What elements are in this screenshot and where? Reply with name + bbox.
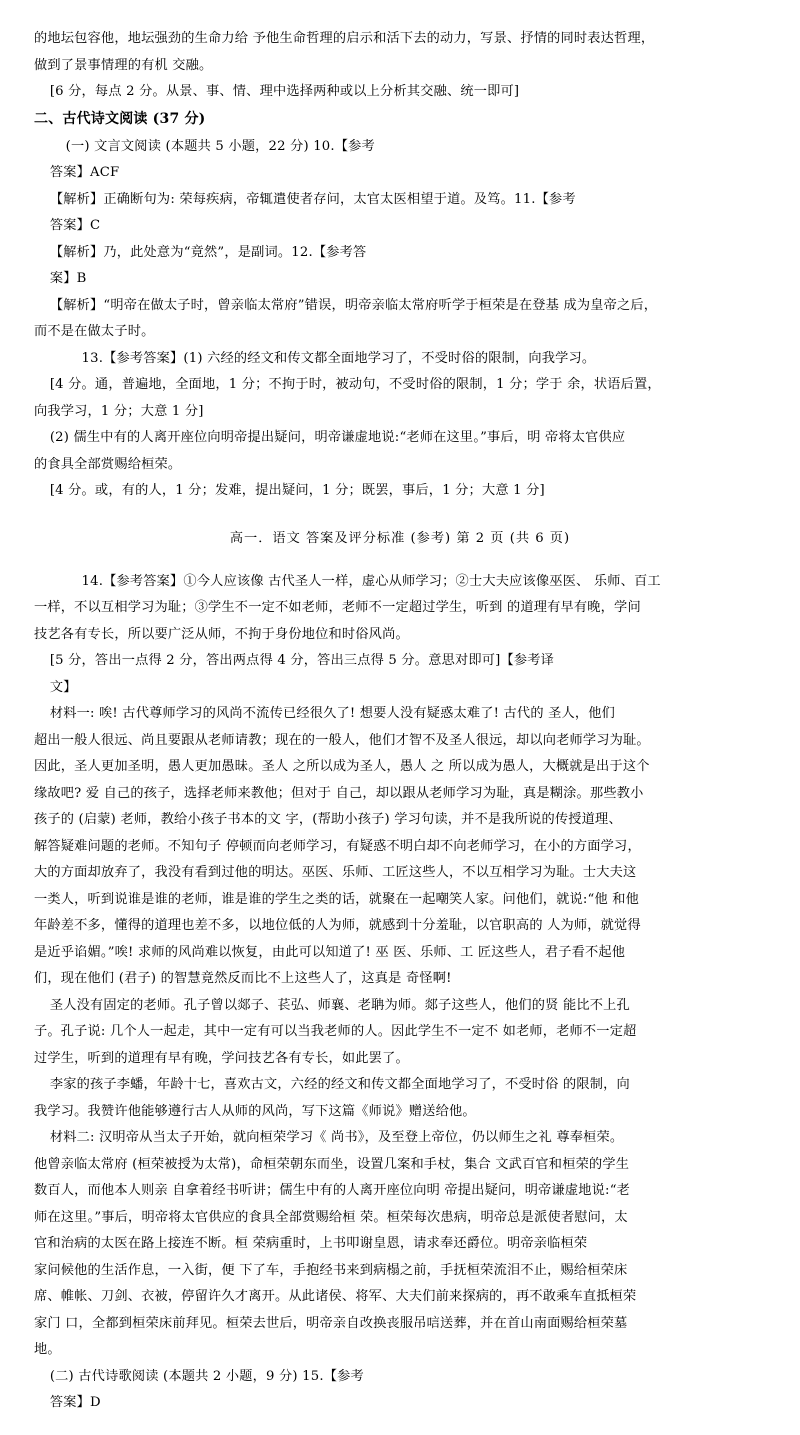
paragraph-line: 家门 口，全都到桓荣床前拜见。桓荣去世后，明帝亲自改换丧服吊唁送葬，并在首山南面赐给桓荣墓 — [34, 1315, 628, 1331]
paragraph-line: 一样，不以互相学习为耻；③学生不一定不如老师，老师不一定超过学生，听到 的道理有早有晚，学问 — [34, 600, 641, 615]
paragraph-line: 的地坛包容他，地坛强劲的生命力给 予他生命哲理的启示和活下去的动力，写景、抒情的同时表达哲理， — [34, 31, 655, 46]
paragraph-line: (2) 儒生中有的人离开座位向明帝提出疑问，明帝谦虚地说:“老师在这里。”事后，明 帝将太官供应 — [49, 430, 626, 445]
paragraph-line: 【解析】“明帝在做太子时，曾亲临太常府”错误，明帝亲临太常府听学于桓荣是在登基 成为皇帝之后， — [49, 297, 658, 313]
paragraph-line: 【解析】乃，此处意为“竟然”，是副词。12.【参考答 — [49, 244, 367, 260]
paragraph-line: 缘故吧? 爱 自己的孩子，选择老师来教他；但对于 自己，却以跟从老师学习为耻，真是糊涂。那些教小 — [34, 785, 644, 801]
paragraph-line: 家问候他的生活作息，一入街，便 下了车，手抱经书来到病榻之前，手抚桓荣流泪不止，赐给桓荣床 — [34, 1262, 628, 1278]
paragraph-line: 超出一般人很远、尚且要跟从老师请教；现在的一般人，他们才智不及圣人很远，却以向老师学习为耻。 — [34, 732, 650, 748]
paragraph-line: [4 分。通，普遍地，全面地，1 分；不拘于时，被动句，不受时俗的限制，1 分；学于 余，状语后置， — [49, 377, 661, 392]
paragraph-line: 答案】C — [49, 218, 101, 233]
paragraph-line: 答案】D — [49, 1395, 101, 1410]
paragraph-line: 席、帷帐、刀剑、衣被，停留许久才离开。从此诸侯、将军、大夫们前来探病的，再不敢乘车直抵桓荣 — [34, 1289, 637, 1304]
paragraph-line: 答案】ACF — [49, 165, 120, 180]
paragraph-line: 年龄差不多，懂得的道理也差不多，以地位低的人为师，就感到十分羞耻，以官职高的 人为师，就觉得 — [34, 918, 641, 933]
paragraph-line: 师在这里。”事后，明帝将太官供应的食具全部赏赐给桓 荣。桓荣每次患病，明帝总是派使者慰问，太 — [34, 1209, 628, 1225]
paragraph-line: (二) 古代诗歌阅读 (本题共 2 小题，9 分) 15.【参考 — [49, 1368, 364, 1384]
paragraph-line: 解答疑难问题的老师。不知句子 停顿而向老师学习，有疑惑不明白却不向老师学习，在小的方面学习， — [34, 838, 641, 854]
paragraph-line: 因此，圣人更加圣明，愚人更加愚昧。圣人 之所以成为圣人，愚人 之 所以成为愚人，大概就是出于这个 — [34, 759, 650, 774]
paragraph-line: 向我学习，1 分；大意 1 分] — [34, 403, 204, 419]
paragraph-line: 子。孔子说: 几个人一起走，其中一定有可以当我老师的人。因此学生不一定不 如老师，老师不一定超 — [34, 1024, 637, 1039]
paragraph-line: 案】B — [49, 271, 87, 286]
paragraph-line: 而不是在做太子时。 — [34, 324, 155, 339]
section-heading: 二、古代诗文阅读 (37 分) — [34, 110, 206, 127]
paragraph-line: 做到了景事情理的有机 交融。 — [34, 57, 213, 73]
paragraph-line: 们，现在他们 (君子) 的智慧竟然反而比不上这些人了，这真是 奇怪啊! — [34, 971, 452, 986]
paragraph-line: 大的方面却放弃了，我没有看到过他的明达。巫医、乐师、工匠这些人，不以互相学习为耻。士大夫这 — [34, 865, 637, 880]
paragraph-line: 材料一: 唉! 古代尊师学习的风尚不流传已经很久了! 想要人没有疑惑太难了! 古代的 圣人，他们 — [49, 706, 616, 721]
paragraph-line: 的食具全部赏赐给桓荣。 — [34, 456, 182, 472]
paragraph-line: 【解析】正确断句为: 荣每疾病，帝辄遣使者存问，太官太医相望于道。及笃。11.【参考 — [49, 191, 576, 207]
paragraph-line: 过学生，听到的道理有早有晚，学问技艺各有专长，如此罢了。 — [34, 1050, 409, 1066]
paragraph-line: [6 分，每点 2 分。从景、事、情、理中选择两种或以上分析其交融、统一即可] — [49, 84, 520, 99]
paragraph-line: 孩子的 (启蒙) 老师，教给小孩子书本的文 字，(帮助小孩子) 学习句读，并不是我所说的传授道理、 — [34, 812, 622, 827]
paragraph-line: 他曾亲临太常府 (桓荣被授为太常)，命桓荣朝东而坐，设置几案和手杖，集合 文武百官和桓荣的学生 — [34, 1156, 630, 1172]
paragraph-line: 官和治病的太医在路上接连不断。桓 荣病重时，上书叩谢皇恩，请求奉还爵位。明帝亲临桓荣 — [34, 1236, 588, 1251]
paragraph-line: 地。 — [34, 1342, 61, 1357]
paragraph-line: 数百人，而他本人则亲 自拿着经书听讲；儒生中有的人离开座位向明 帝提出疑问，明帝谦虚地说:“老 — [34, 1183, 631, 1198]
paragraph-line: 一类人，听到说谁是谁的老师，谁是谁的学生之类的话，就聚在一起嘲笑人家。问他们，就说:“他 和他 — [34, 891, 640, 907]
spacer — [34, 505, 766, 514]
page-footer: 高一．语文 答案及评分标准 (参考) 第 2 页 (共 6 页) — [229, 530, 571, 546]
paragraph-line: 技艺各有专长，所以要广泛从师，不拘于身份地位和时俗风尚。 — [34, 626, 409, 642]
paragraph-line: 文】 — [49, 679, 77, 695]
paragraph-line: 我学习。我赞许他能够遵行古人从师的风尚，写下这篇《师说》赠送给他。 — [34, 1103, 476, 1119]
paragraph-line: [5 分，答出一点得 2 分，答出两点得 4 分，答出三点得 5 分。意思对即可]【参考译 — [49, 653, 555, 668]
paragraph-line: 圣人没有固定的老师。孔子曾以郯子、苌弘、师襄、老聃为师。郯子这些人，他们的贤 能比不上孔 — [49, 997, 630, 1013]
paragraph-line: [4 分。或，有的人，1 分；发难，提出疑问，1 分；既罢，事后，1 分；大意 1 分] — [49, 483, 545, 498]
document-body — [34, 26, 766, 1416]
paragraph-line: 14.【参考答案】①今人应该像 古代圣人一样，虚心从师学习；②士大夫应该像巫医、 乐师、百工 — [81, 573, 661, 589]
paragraph-line: 李家的孩子李蟠，年龄十七，喜欢古文，六经的经文和传文都全面地学习了，不受时俗 的限制，向 — [49, 1077, 630, 1092]
paragraph-line: 材料二: 汉明帝从当太子开始，就向桓荣学习《 尚书》，及至登上帝位，仍以师生之礼 尊奉桓荣。 — [49, 1130, 624, 1145]
paragraph-line: 13.【参考答案】(1) 六经的经文和传文都全面地学习了，不受时俗的限制，向我学习。 — [81, 350, 596, 366]
paragraph-line: 是近乎谄媚。”唉! 求师的风尚难以恢复，由此可以知道了! 巫 医、乐师、工 匠这些人，君子看不起他 — [34, 944, 626, 960]
paragraph-line: (一) 文言文阅读 (本题共 5 小题，22 分) 10.【参考 — [65, 138, 375, 154]
